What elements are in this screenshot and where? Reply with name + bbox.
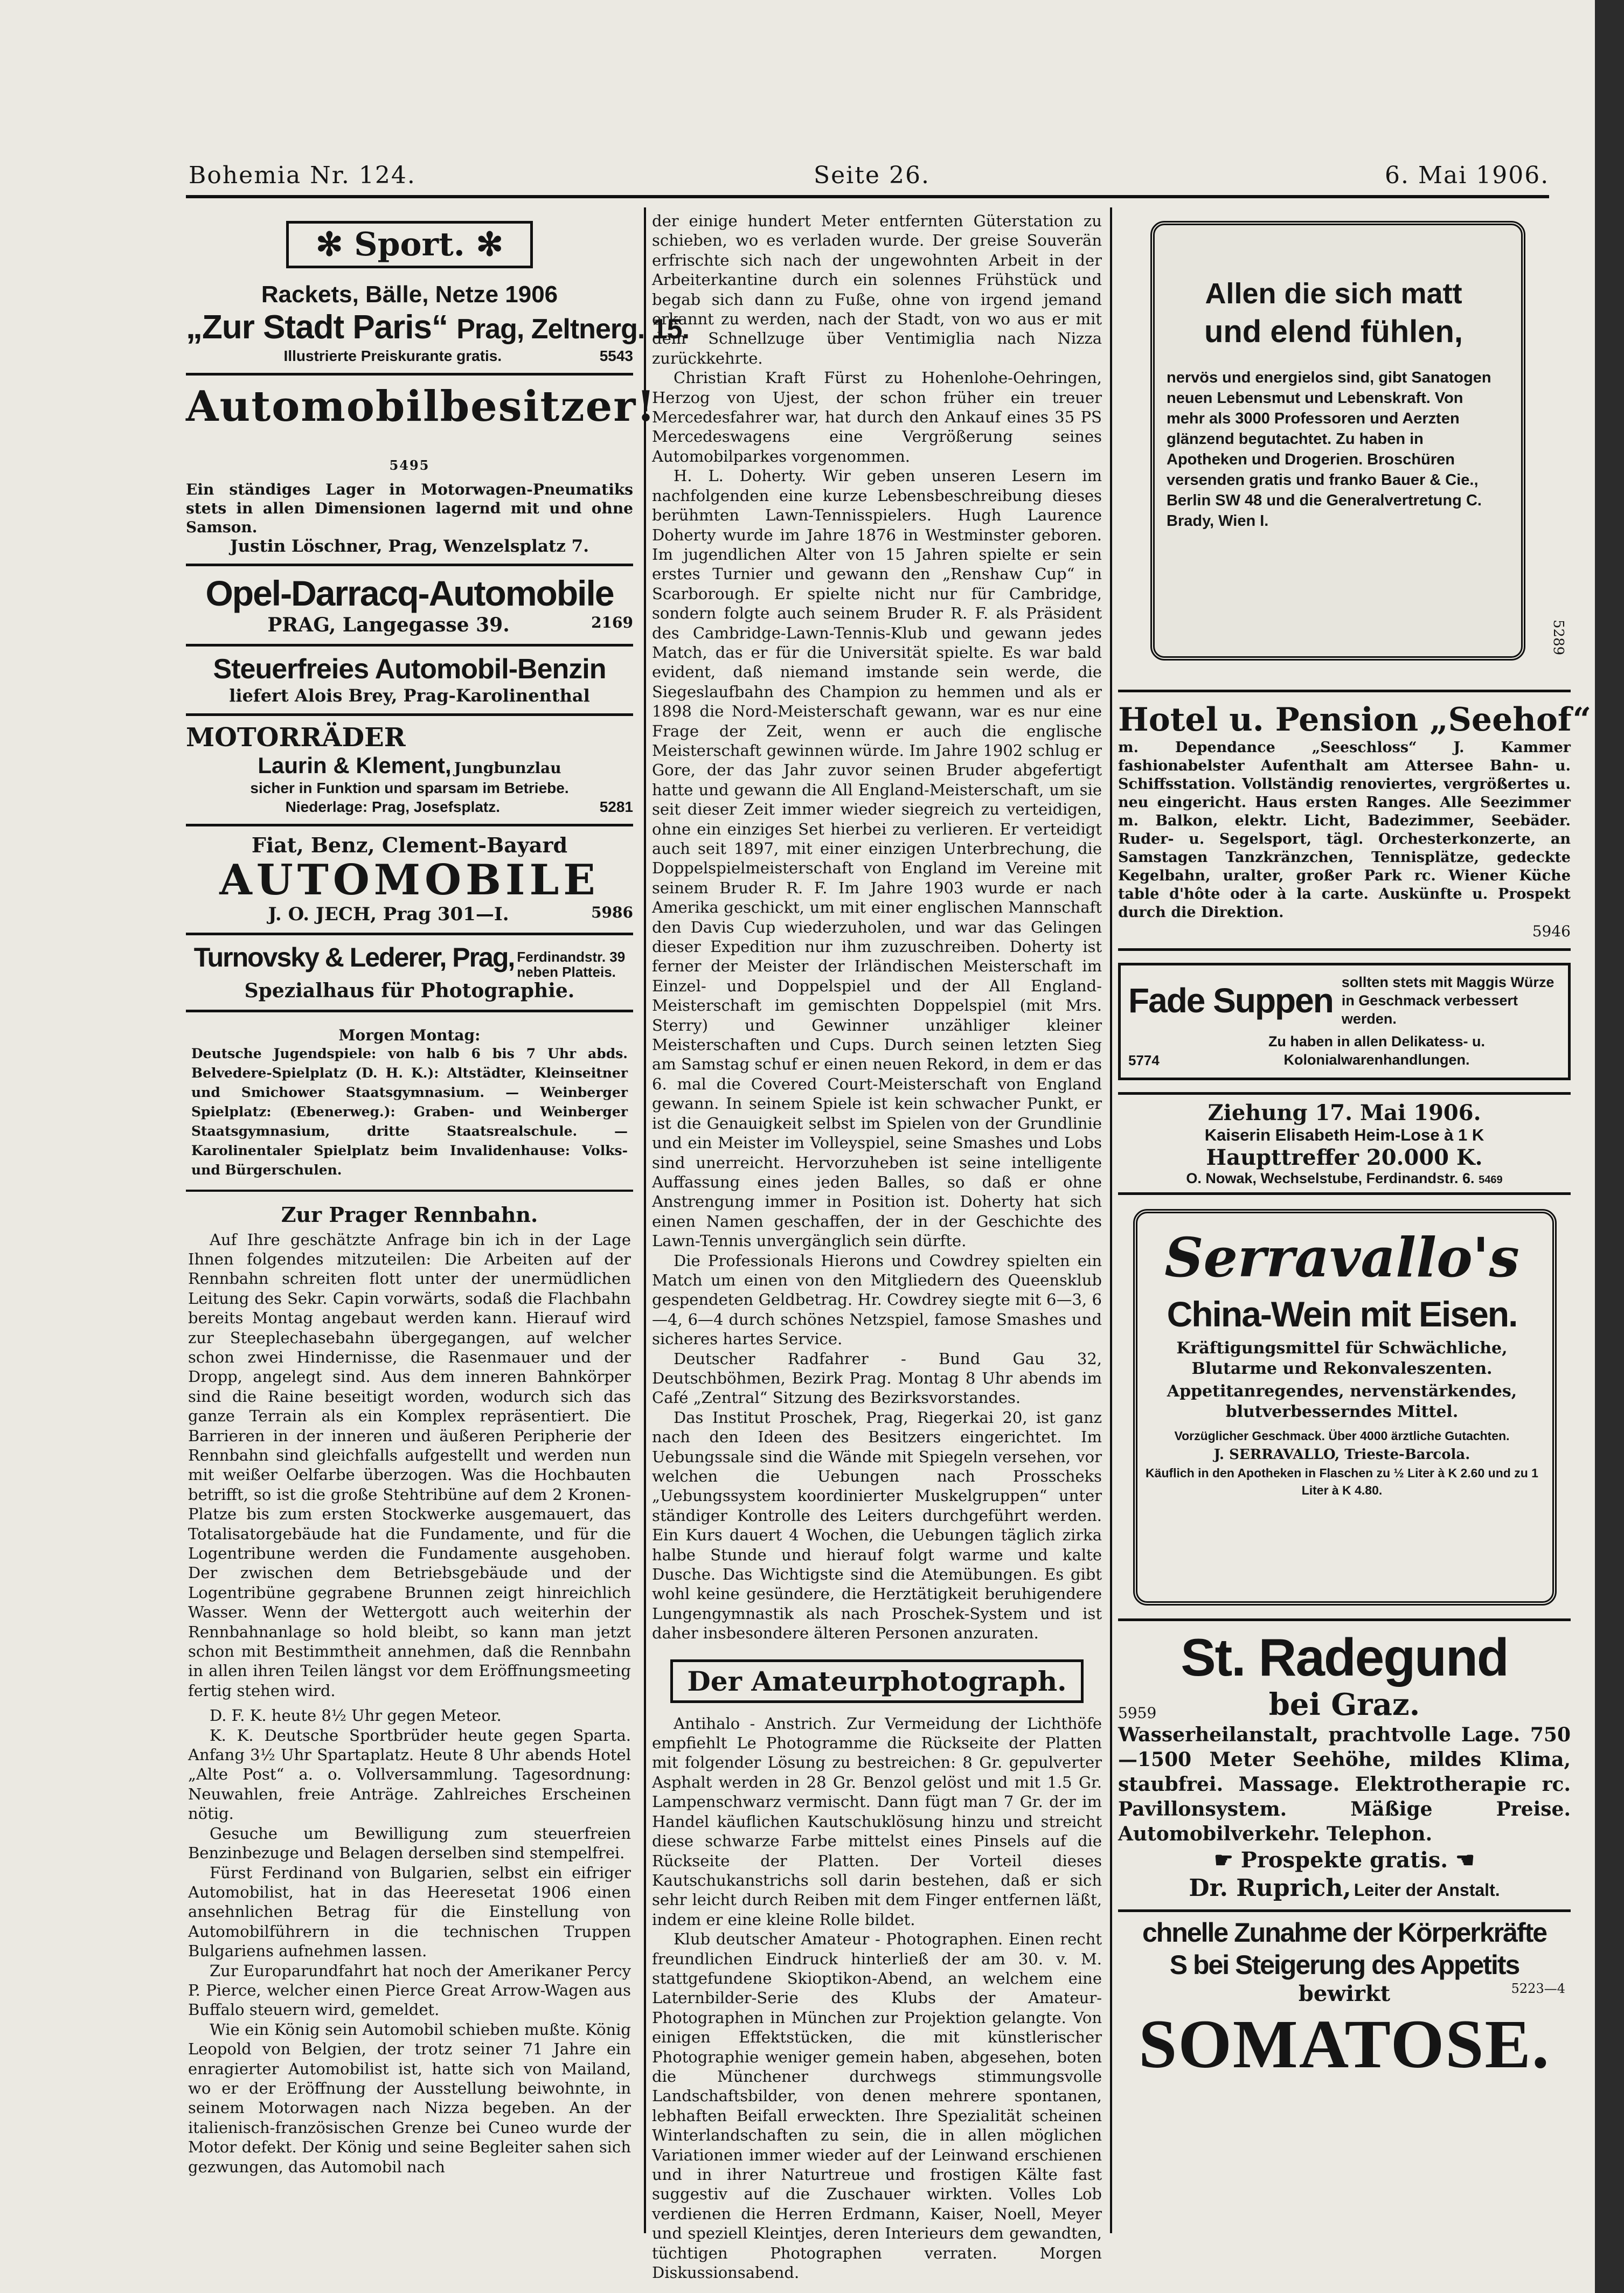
notice-title: Morgen Montag: [338, 1026, 481, 1044]
ad-number: 5543 [599, 348, 633, 364]
ad-title: Steuerfreies Automobil-Benzin [213, 654, 606, 685]
ad-address: O. Nowak, Wechselstube, Ferdinandstr. 6. [1186, 1170, 1475, 1186]
page-number: Seite 26. [814, 162, 930, 189]
ad-title: Opel-Darracq-Automobile [205, 573, 614, 613]
ad-automobilbesitzer [186, 376, 656, 566]
note-paragraph: D. F. K. heute 8½ Uhr gegen Meteor. [210, 1706, 502, 1725]
ad-number: 5986 [591, 904, 633, 921]
notice-text: Deutsche Jugendspiele: von halb 6 bis 7 Uhr abds. Belvedere-Spielplatz (D. H. K.): Altstädter, Kleinseitner und Smichower Staatsgymnasium. — Weinberger Spielplatz: (Ebenerweg.): Graben- und Weinberger Staatsgymnasium, dritte Staatsrealschule. — Karolinentaler Spielplatz beim Invalidenhause: Volks- und Bürgerschulen. [191, 1045, 628, 1178]
ad-text: bewirkt [1298, 1981, 1391, 2006]
note-paragraph: Wie ein König sein Automobil schieben mußte. König Leopold von Belgien, der trotz seiner 71 Jahre ein enragierter Automobilist ist, hatte sich von Mailand, wo er der Eröffnung der Ausstellung beiwohnte, in seinem Motorwagen nach Nizza begeben. An der italienisch-französischen Grenze bei Cuneo wurde der Motor defekt. Der König und seine Begleiter sahen sich gezwungen, das Automobil nach [188, 2020, 631, 2176]
page-edge-shadow [1595, 0, 1624, 2293]
ad-address: neben Platteis. [517, 963, 616, 980]
column-3 [1118, 210, 1592, 2236]
brand-logo: SOMATOSE. [1139, 2006, 1550, 2082]
pointing-hand-icon: ☛ [1213, 1847, 1241, 1873]
column-rule-2 [1110, 207, 1112, 2233]
ad-address: Prag, Zeltnerg. 15. [456, 314, 690, 345]
ad-line: Fiat, Benz, Clement-Bayard [251, 833, 568, 857]
ad-name: Laurin & Klement, [258, 753, 452, 778]
ad-title: St. Radegund [1181, 1628, 1508, 1687]
article-rennbahn [186, 1192, 633, 1701]
ad-turnovsky-lederer [186, 935, 633, 1012]
ad-text: sollten stets mit Maggis Würze in Geschmack verbessert werden. [1341, 974, 1554, 1027]
ad-title: und elend fühlen, [1204, 314, 1463, 349]
article-paragraph: H. L. Doherty. Wir geben unseren Lesern im nachfolgenden eine kurze Lebensbeschreibung dieses berühmten Lawn-Tennisspielers. Hugh Laurence Doherty wurde im Jahre 1876 in Westminster geboren. Im jugendlichen Alter von 15 Jahren spielte er sein erstes Turnier und gewann den „Renshaw Cup“ in Scarborough. Er spielte nicht nur für Cambridge, sondern folgte auch seinem Bruder R. F. als Präsident des Cambridge-Lawn-Tennis-Klub und gewann jedes Match, das er für die Universität spielte. Es war bald evident, daß niemand imstande sein werde, die Siegeslaufbahn des Champion zu hemmen und als er 1898 die Nord-Meisterschaft gewann, war es nur eine Frage der Zeit, wenn er auch die englische Meisterschaft gewinnen würde. Im Jahre 1902 schlug er Gore, der das Jahr zuvor seinen Bruder abgefertigt hatte und gewann die All England-Meisterschaft, um sie seit dieser Zeit immer wieder siegreich zu verteidigen, ohne ein einziges Set hierbei zu verlieren. Er verteidigt auch seit 1897, mit einer einzigen Unterbrechung, die Doppelspielmeisterschaft von England im Vereine mit seinem Bruder R. F. Im Jahre 1903 wurde er nach Amerika geschickt, um mit einer englischen Mannschaft den Davis Cup wiederzuholen, und war das Gelingen dieser Expedition nur ihm zuzuschreiben. Doherty ist ferner der Meister der Irländischen Meisterschaft im Einzel- und Doppelspiel und der All England-Meisterschaft im gemischten Doppelspiel (mit Mrs. Sterry) und Gewinner unzähliger kleiner Meisterschaften und Cups. Durch seinen letzten Sieg am Samstag schuf er einen neuen Rekord, in dem er das 6. mal die Covered Court-Meisterschaft von England gewann. In seinem Spiele ist kein schwacher Punkt, er ist die Genauigkeit selbst im Spielen von der Grundlinie und ein Meister im Volleyspiel, seine Smashes und Lobs sind unerreicht. Hervorzuheben ist seine intelligente Auffassung eines jeden Balles, so daß er ohne Anstrengung immer in Position ist. Doherty hat sich einen Namen geschaffen, der in der Geschichte des Lawn-Tennis unvergänglich sein dürfte. [652, 467, 1102, 1250]
ad-opel-darracq [186, 566, 633, 647]
article-paragraph: Klub deutscher Amateur - Photographen. Einen recht freundlichen Eindruck hinterließ der am 30. v. M. stattgefundene Skioptikon-Abend, an welchem eine Laternbilder-Serie des Klubs der Amateur-Photographen in München zur Projektion gelangte. Von einigen Effektstücken, die mit künstlerischer Photographie weniger gemein haben, abgesehen, boten die Münchener durchwegs stimmungsvolle Landschaftsbilder, von denen mehrere spontanen, lebhaften Beifall erweckten. Ihre Spezialität scheinen Winterlandschaften zu sein, die in allen möglichen Variationen immer wieder auf der Leinwand erschienen und in ihrer Naturtreue und frostigen Kälte fast suggestiv auf die Zuschauer wirkten. Volles Lob verdienen die Herren Erdmann, Kaiser, Noell, Meyer und speziell Kleintjes, deren Interieurs dem gewandten, tüchtigen Photographen verraten. Morgen Diskussionsabend. [652, 1930, 1102, 2282]
ad-number: 5495 [389, 457, 430, 473]
asterisk-icon: ✻ [464, 226, 503, 263]
ad-ziehung [1118, 1092, 1571, 1195]
ad-subtitle: bei Graz. [1268, 1687, 1420, 1722]
ad-text: Kräftigungsmittel für Schwächliche, Blutarme und Rekonvaleszenten. [1176, 1339, 1508, 1378]
ad-text: Kaiserin Elisabeth Heim-Lose à 1 K [1204, 1125, 1484, 1144]
ad-text: Appetitanregendes, nervenstärkendes, blutverbesserndes Mittel. [1167, 1382, 1517, 1421]
note-paragraph: K. K. Deutsche Sportbrüder heute gegen Sparta. Anfang 3½ Uhr Spartaplatz. Heute 8 Uhr abends Hotel „Alte Post“ a. o. Vollversammlung. Tagesordnung: Neuwahlen, freie Anträge. Zahlreiches Erscheinen nötig. [188, 1726, 631, 1823]
ad-title: MOTORRÄDER [186, 722, 406, 753]
ad-text: S bei Steigerung des Appetits [1169, 1950, 1519, 1980]
ad-address: Ferdinandstr. 39 [517, 948, 626, 965]
brand-logo: Serravallo's [1164, 1226, 1519, 1289]
note-paragraph: Gesuche um Bewilligung zum steuerfreien Benzinbezuge und Belagen derselben sind stempelfrei. [188, 1824, 631, 1863]
amateur-heading [652, 1659, 1102, 1703]
ad-text: Leiter der Anstalt. [1354, 1880, 1500, 1900]
note-paragraph: Fürst Ferdinand von Bulgarien, selbst ein eifriger Automobilist, hat in das Heeresetat 1906 einen ansehnlichen Betrag für die Einstellung von Automobilführern in die technischen Truppen Bulgariens aufnehmen lassen. [188, 1863, 631, 1961]
ad-title: Automobilbesitzer! [186, 382, 656, 431]
ad-title: Hotel u. Pension „Seehof“ [1118, 701, 1592, 739]
ad-line: Rackets, Bälle, Netze 1906 [261, 281, 558, 308]
ad-motorraeder [186, 716, 633, 826]
ad-fade-suppen [1118, 963, 1571, 1080]
ad-number: 5281 [599, 798, 633, 815]
ad-hotel-seehof [1118, 692, 1592, 951]
article-paragraph: Das Institut Proschek, Prag, Riegerkai 20, ist ganz nach den Ideen des Besitzers eingerichtet. Im Uebungssale sind die Wände mit Spiegeln versehen, vor welchen die Uebungen nach Prosscheks „Uebungssystem koordinierter Muskelgruppen“ unter ständiger Kontrolle des Leiters durchgeführt werden. Ein Kurs dauert 4 Wochen, die Uebungen täglich zirka halbe Stunde und hierauf folgt warme und kalte Dusche. Das Wichtigste sind die Atemübungen. Es gibt wohl keine gesündere, die Herztätigkeit beruhigendere Lungengymnastik als nach Proschek-System und ist daher insbesondere älteren Personen anzuraten. [652, 1408, 1102, 1643]
column-rule-1 [644, 207, 646, 2233]
ad-number: 5946 [1532, 922, 1571, 940]
ad-text: Prospekte gratis. [1240, 1847, 1448, 1873]
ad-number: 5223—4 [1511, 1981, 1565, 1996]
ad-benzin [186, 647, 633, 716]
ad-place: Jungbunzlau [454, 759, 561, 777]
ad-address: Prag, Wenzelsplatz 7. [388, 537, 589, 556]
ad-sanatogen [1118, 210, 1571, 692]
ad-number: 5469 [1479, 1174, 1503, 1186]
column-2 [652, 211, 1102, 2282]
ad-serravallo [1118, 1209, 1571, 1621]
ad-title: Fade Suppen [1128, 981, 1333, 1020]
ad-text: liefert Alois Brey, Prag-Karolinenthal [229, 685, 590, 706]
ad-note: Illustrierte Preiskurante gratis. [283, 348, 502, 364]
article-paragraph: der einige hundert Meter entfernten Güterstation zu schieben, wo es verladen wurde. Der greise Souverän erfrischte sich nach der ungewohnten Arbeit in der Arbeiterkantine durch ein solennes Frühstück und begab sich dann zu Fuße, ohne von irgend jemand erkannt zu werden, nach der Stadt, von wo aus er mit dem Schnellzuge über Ventimiglia nach Nizza zurückkehrte. [652, 212, 1102, 367]
ad-text: nervös und energielos sind, gibt Sanatogen neuen Lebensmut und Lebenskraft. Von mehr als 3000 Professoren und Aerzten glänzend begutachtet. Zu haben in Apotheken und Drogerien. Broschüren versenden gratis und franko Bauer & Cie., Berlin SW 48 und die Generalvertretung C. Brady, Wien I. [1167, 369, 1491, 530]
date: 6. Mai 1906. [1385, 162, 1550, 189]
ad-name: Dr. Ruprich, [1189, 1874, 1351, 1902]
ad-name: „Zur Stadt Paris“ [186, 309, 448, 346]
article-paragraph: Die Professionals Hierons und Cowdrey spielten ein Match um einen von den Mitgliedern des Queensklub gespendeten Geldbetrag. Hr. Cowdrey siegte mit 6—3, 6—4, 6—4 durch schönes Netzspiel, famose Smashes und sicheres hartes Service. [652, 1251, 1102, 1349]
article-title: Zur Prager Rennbahn. [281, 1202, 538, 1227]
ad-number: 2169 [591, 614, 633, 631]
ad-text: m. Dependance „Seeschloss“ J. Kammer fashionabelster Aufenthalt am Attersee Bahn- u. Schiffsstation. Vollständig renoviertes, vergrößertes u. neu eingericht. Haus ersten Ranges. Alle Seezimmer m. Balkon, elektr. Licht, Badezimmer, Seebäder. Ruder- u. Segelsport, tägl. Orchesterkonzerte, an Samstagen Tanzkränzchen, Tennisplätze, gedeckte Kegelbahn, uralter, großer Park rc. Wiener Küche table d'hôte oder à la carte. Auskünfte u. Prospekt durch die Direktion. [1118, 739, 1571, 921]
ad-text: Haupttreffer 20.000 K. [1206, 1145, 1483, 1170]
ad-text: chnelle Zunahme der Körperkräfte [1142, 1917, 1547, 1948]
ad-title: Allen die sich matt [1205, 277, 1462, 310]
article-paragraph: Antihalo - Anstrich. Zur Vermeidung der Lichthöfe empfiehlt Le Photogramme die Rückseite der Platten mit folgender Lösung zu bestreichen: 8 Gr. gepulverter Asphalt werden in 28 Gr. Benzol gelöst und mit 1.5 Gr. Lampenschwarz vermischt. Dann fügt man 7 Gr. der im Handel käuflichen Kautschuklösung hinzu und streicht diese schwarze Farbe mittelst eines Pinsels auf die Rückseite der Platten. Der Vorteil dieses Kautschukanstrichs soll darin bestehen, daß er sich sehr leicht durch Reiben mit dem Finger entfernen läßt, indem er eine kleine Rolle bildet. [652, 1714, 1102, 1929]
ad-st-radegund [1118, 1621, 1571, 1912]
ad-text: Käuflich in den Apotheken in Flaschen zu ½ Liter à K 2.60 und zu 1 Liter à K 4.80. [1146, 1466, 1538, 1497]
ad-zur-stadt-paris [186, 275, 690, 376]
ad-title: Ziehung 17. Mai 1906. [1207, 1100, 1481, 1125]
article-text: Auf Ihre geschätzte Anfrage bin ich in der Lage Ihnen folgendes mitzuteilen: Die Arbeiten auf der Rennbahn schreiten flott unter der unermüdlichen Leitung des Sekr. Capin vorwärts, sodaß die Flachbahn bereits Montag angebaut werden kann. Hierauf wird zur Steeplechasebahn übergegangen, auf welcher schon zwei Hindernisse, die Rasenmauer und der Dropp, angelegt sind. Aus dem inneren Bahnkörper sind die Raine beseitigt worden, wodurch sich das ganze Terrain als ein Komplex repräsentiert. Die Barrieren in der inneren und äußeren Peripherie der Rennbahn sind gleichfalls aufgestellt und werden nun mit weißer Oelfarbe überzogen. Was die Hochbauten betrifft, so ist die große Stehtribüne auf dem 2 Kronen-Platze bis zum ersten Stockwerke ausgemauert, das Totalisatorgebäude hat die Fundamente, und für die Logentribune werden die Fundamente ausgehoben. Der zwischen dem Betriebsgebäude und der Logentribüne gegrabene Brunnen zeigt hinreichlich Wasser. Wenn der Wettergott auch weiterhin der Rennbahnanlage so hold bleibt, so kann man jetzt schon mit Bestimmtheit annehmen, daß die Rennbahn in allen ihren Teilen längst vor dem Eröffnungsmeeting fertig stehen wird. [188, 1230, 631, 1700]
ad-text: sicher in Funktion und sparsam im Betriebe. [250, 780, 569, 796]
article-paragraph: Deutscher Radfahrer - Bund Gau 32, Deutschböhmen, Bezirk Prag. Montag 8 Uhr abends im Café „Zentral“ Sitzung des Bezirksvorstandes. [652, 1349, 1102, 1407]
ad-address: J. SERRAVALLO, Trieste-Barcola. [1213, 1447, 1470, 1463]
ad-number: 5289 [1550, 620, 1566, 656]
ad-number: 5959 [1118, 1704, 1157, 1722]
asterisk-icon: ✻ [316, 226, 355, 263]
ad-text: Wasserheilanstalt, prachtvolle Lage. 750—1500 Meter Seehöhe, mildes Klima, staubfrei. Massage. Elektrotherapie rc. Pavillonsystem. Mäßige Preise. Automobilverkehr. Telephon. [1118, 1724, 1571, 1845]
ad-name: Turnovsky & Lederer, Prag, [193, 942, 515, 972]
ad-automobile-jech [186, 826, 633, 935]
article-paragraph: Christian Kraft Fürst zu Hohenlohe-Oehringen, Herzog von Ujest, der schon früher ein treuer Mercedesfahrer war, hat durch den Ankauf eines 35 PS Mercedeswagens eine Vergrößerung seines Automobilparkes vorgenommen. [652, 369, 1102, 465]
note-paragraph: Zur Europarundfahrt hat noch der Amerikaner Percy P. Pierce, welcher einen Pierce Great Arrow-Wagen aus Buffalo steuern wird, gemeldet. [188, 1961, 631, 2019]
section-title: Der Amateurphotograph. [670, 1659, 1083, 1703]
ad-text: Ein ständiges Lager in Motorwagen-Pneumatiks stets in allen Dimensionen lagernd mit und ohne Samson. [186, 481, 633, 536]
header-rule [186, 195, 1549, 198]
pointing-hand-icon: ☚ [1448, 1847, 1475, 1873]
ad-title: China-Wein mit Eisen. [1167, 1294, 1517, 1334]
sport-notes [186, 1700, 633, 2177]
ad-text: Vorzüglicher Geschmack. Über 4000 ärztliche Gutachten. [1174, 1429, 1510, 1443]
ad-somatose [1118, 1912, 1571, 2082]
column-1 [186, 210, 690, 2236]
ad-address: J. O. JECH, Prag 301—I. [268, 904, 509, 925]
ad-number: 5774 [1128, 1052, 1160, 1068]
sport-heading [186, 221, 633, 268]
ad-name: Justin Löschner, [230, 537, 383, 556]
ad-title: AUTOMOBILE [219, 856, 600, 905]
issue-number: Bohemia Nr. 124. [189, 162, 416, 189]
ad-text: Zu haben in allen Delikatess- u. Kolonialwarenhandlungen. [1268, 1033, 1486, 1068]
ad-address: PRAG, Langegasse 39. [267, 614, 510, 636]
ad-address: Niederlage: Prag, Josefsplatz. [285, 798, 501, 815]
morgen-montag-notice [186, 1012, 633, 1192]
ad-text: Spezialhaus für Photographie. [244, 979, 575, 1002]
sport-title: Sport. [354, 226, 465, 263]
